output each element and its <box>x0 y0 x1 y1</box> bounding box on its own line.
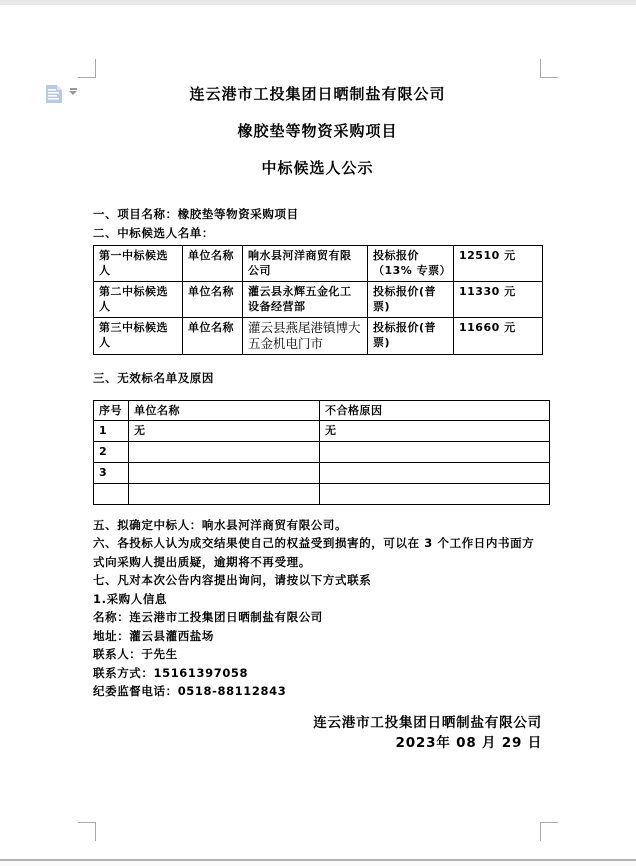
invalid-row-1 <box>94 420 550 441</box>
quote-label-cell: 投标报价(普票) <box>368 282 454 318</box>
company-name-cell: 响水县河洋商贸有限公司 <box>243 246 368 282</box>
purchaser-name: 名称：连云港市工投集团日晒制盐有限公司 <box>93 610 323 624</box>
invalid-bids-table <box>93 400 550 505</box>
row-no-cell: 3 <box>94 462 129 483</box>
paste-document-icon <box>44 84 64 108</box>
row-reason-cell <box>320 483 550 504</box>
paste-options-button[interactable] <box>44 84 80 106</box>
quote-label-cell: 投标报价（13% 专票） <box>368 246 454 282</box>
unit-label-cell: 单位名称 <box>183 282 243 318</box>
row-reason-cell: 无 <box>320 420 550 441</box>
candidate-row-1 <box>94 246 543 282</box>
header-reason-cell: 不合格原因 <box>320 400 550 420</box>
candidate-row-3 <box>94 318 543 355</box>
row-no-cell: 2 <box>94 441 129 462</box>
invalid-row-4 <box>94 483 550 504</box>
document-body <box>93 80 542 753</box>
candidate-rank-cell: 第一中标候选人 <box>94 246 183 282</box>
candidate-row-2 <box>94 282 543 318</box>
title-announcement: 中标候选人公示 <box>261 159 374 177</box>
text-boundary-mark-bottom-right <box>540 822 558 841</box>
company-name-cell: 灌云县永辉五金化工设备经营部 <box>243 282 368 318</box>
title-company: 连云港市工投集团日晒制盐有限公司 <box>189 85 446 103</box>
row-unit-cell <box>129 483 320 504</box>
price-cell: 11660 元 <box>454 318 543 355</box>
purchaser-contact: 联系人：于先生 <box>93 647 178 661</box>
section-1-project-name: 一、项目名称：橡胶垫等物资采购项目 <box>93 207 299 221</box>
candidate-rank-cell: 第二中标候选人 <box>94 282 183 318</box>
section-2-candidate-list: 二、中标候选人名单： <box>93 225 214 240</box>
purchaser-phone: 联系方式：15161397058 <box>93 665 249 680</box>
row-reason-cell <box>320 441 550 462</box>
candidates-table <box>93 245 543 355</box>
candidate-rank-cell: 第三中标候选人 <box>94 318 183 355</box>
row-unit-cell: 无 <box>129 420 320 441</box>
unit-label-cell: 单位名称 <box>183 246 243 282</box>
row-no-cell <box>94 483 129 504</box>
section-3-invalid-bids: 三、无效标名单及原因 <box>93 371 214 385</box>
signature-date: 2023年 08 月 29 日 <box>395 734 542 751</box>
price-cell: 11330 元 <box>454 282 543 318</box>
header-no-cell: 序号 <box>94 400 129 420</box>
dropdown-arrow-icon[interactable] <box>69 88 78 96</box>
header-unit-cell: 单位名称 <box>129 400 320 420</box>
quote-label-cell: 投标报价(普票) <box>368 318 454 355</box>
signature-company: 连云港市工投集团日晒制盐有限公司 <box>313 714 542 731</box>
page-bottom-edge <box>0 859 636 866</box>
unit-label-cell: 单位名称 <box>183 318 243 355</box>
row-unit-cell <box>129 462 320 483</box>
section-6-objection: 六、各投标人认为成交结果使自己的权益受到损害的，可以在 3 个工作日内书面方式向采购人提出质疑，逾期将不再受理。 <box>93 536 535 569</box>
price-cell: 12510 元 <box>454 246 543 282</box>
text-boundary-mark-bottom-left <box>78 822 96 841</box>
signature-block <box>93 713 542 753</box>
page-top-edge <box>0 0 636 5</box>
purchaser-address: 地址：灌云县灌西盐场 <box>93 628 214 643</box>
title-project: 橡胶垫等物资采购项目 <box>237 122 398 140</box>
section-7-contact: 七、凡对本次公告内容提出询问，请按以下方式联系 <box>93 573 372 587</box>
invalid-row-2 <box>94 441 550 462</box>
invalid-row-3 <box>94 462 550 483</box>
purchaser-supervision-phone: 纪委监督电话：0518-88112843 <box>93 684 287 698</box>
purchaser-heading: 1.采购人信息 <box>93 591 168 606</box>
company-name-cell: 灌云县燕尾港镇博大五金机电门市 <box>243 318 368 355</box>
text-boundary-mark-top-left <box>78 59 96 78</box>
row-unit-cell <box>129 441 320 462</box>
row-no-cell: 1 <box>94 420 129 441</box>
invalid-table-header-row <box>94 400 550 420</box>
text-boundary-mark-top-right <box>540 59 558 78</box>
section-5-winner: 五、拟确定中标人：响水县河洋商贸有限公司。 <box>93 517 348 532</box>
row-reason-cell <box>320 462 550 483</box>
